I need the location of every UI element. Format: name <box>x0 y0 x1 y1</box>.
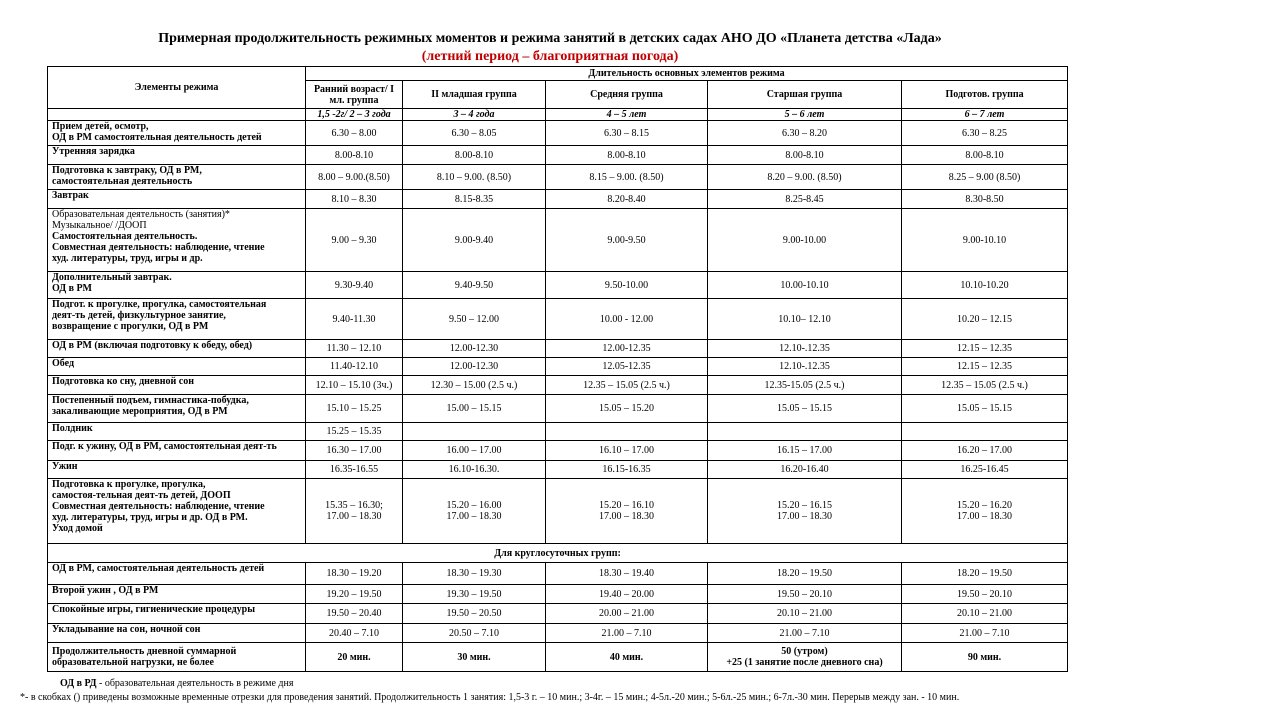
age-header: 4 – 5 лет <box>546 109 708 121</box>
header-row-top <box>48 67 1068 81</box>
row-label-text: ОД в РМ (включая подготовку к обеду, обед) <box>52 340 253 351</box>
group-header: Ранний возраст/ I мл. группа <box>306 81 403 109</box>
time-cell: 8.00-8.10 <box>902 146 1068 165</box>
time-cell: 30 мин. <box>403 643 546 672</box>
row-label <box>48 479 306 544</box>
schedule-row <box>48 165 1068 190</box>
time-cell: 20.10 – 21.00 <box>902 604 1068 624</box>
time-cell: 10.20 – 12.15 <box>902 299 1068 340</box>
row-label <box>48 604 306 624</box>
time-cell: 20.10 – 21.00 <box>708 604 902 624</box>
time-cell: 12.00-12.35 <box>546 340 708 358</box>
time-cell: 8.30-8.50 <box>902 190 1068 209</box>
footnote-durations: *- в скобках () приведены возможные временные отрезки для проведения занятий. Продолжительность 1 занятия: 1,5-3 г. – 10 мин.; 3-4г. – 15 мин.; 4-5л.-20 мин.; 5-6л.-25 мин.; 6-7л.-30 мин. Перерыв между зан. - 10 мин. <box>20 692 960 703</box>
time-cell: 20.00 – 21.00 <box>546 604 708 624</box>
row-label-text: Полдник <box>52 423 93 434</box>
time-cell: 9.50 – 12.00 <box>403 299 546 340</box>
schedule-row <box>48 209 1068 272</box>
time-cell: 15.25 – 15.35 <box>306 423 403 441</box>
schedule-row <box>48 340 1068 358</box>
schedule-row <box>48 299 1068 340</box>
time-cell: 9.00-10.00 <box>708 209 902 272</box>
row-label-text: Прием детей, осмотр, ОД в РМ самостоятельная деятельность детей <box>52 121 262 143</box>
time-cell: 8.25-8.45 <box>708 190 902 209</box>
empty-cell <box>48 109 306 121</box>
time-cell: 20 мин. <box>306 643 403 672</box>
row-label <box>48 441 306 461</box>
row-label-text: Ужин <box>52 461 78 472</box>
time-cell: 12.10-.12.35 <box>708 340 902 358</box>
time-cell: 16.10-16.30. <box>403 461 546 479</box>
schedule-row <box>48 395 1068 423</box>
time-cell: 19.20 – 19.50 <box>306 585 403 604</box>
row-label-text: Подг. к ужину, ОД в РМ, самостоятельная деят-ть <box>52 441 277 452</box>
time-cell: 16.10 – 17.00 <box>546 441 708 461</box>
time-cell: 16.15 – 17.00 <box>708 441 902 461</box>
group-header: Старшая группа <box>708 81 902 109</box>
time-cell: 18.20 – 19.50 <box>708 563 902 585</box>
time-cell: 16.25-16.45 <box>902 461 1068 479</box>
group-header: Средняя группа <box>546 81 708 109</box>
time-cell: 12.10-.12.35 <box>708 358 902 376</box>
time-cell: 8.00-8.10 <box>546 146 708 165</box>
time-cell: 12.15 – 12.35 <box>902 358 1068 376</box>
time-cell: 21.00 – 7.10 <box>546 624 708 643</box>
document-title: Примерная продолжительность режимных моментов и режима занятий в детских садах АНО ДО «Планета детства «Лада» <box>158 31 942 46</box>
time-cell: 8.15-8.35 <box>403 190 546 209</box>
time-cell: 18.20 – 19.50 <box>902 563 1068 585</box>
time-cell <box>403 423 546 441</box>
time-cell: 19.40 – 20.00 <box>546 585 708 604</box>
schedule-row-24h <box>48 563 1068 585</box>
time-cell: 20.50 – 7.10 <box>403 624 546 643</box>
time-cell: 9.00-10.10 <box>902 209 1068 272</box>
time-cell: 18.30 – 19.40 <box>546 563 708 585</box>
document-subtitle: (летний период – благоприятная погода) <box>421 49 679 64</box>
header-row-ages <box>48 109 1068 121</box>
row-label-normal: Образовательная деятельность (занятия)* Музыкальное/ /ДООП <box>52 209 230 231</box>
row-label-text: Подготовка к прогулке, прогулка, самостоя-тельная деят-ть детей, ДООП Совместная деятельность: наблюдение, чтение худ. литературы, труд, игры и др. ОД в РМ. Уход домой <box>52 479 265 534</box>
time-cell: 9.00-9.50 <box>546 209 708 272</box>
time-cell: 12.05-12.35 <box>546 358 708 376</box>
age-header: 5 – 6 лет <box>708 109 902 121</box>
schedule-row <box>48 190 1068 209</box>
time-cell: 15.20 – 16.15 17.00 – 18.30 <box>708 479 902 544</box>
time-cell: 40 мин. <box>546 643 708 672</box>
row-label <box>48 165 306 190</box>
row-label <box>48 624 306 643</box>
time-cell: 6.30 – 8.25 <box>902 121 1068 146</box>
time-cell: 12.35 – 15.05 (2.5 ч.) <box>546 376 708 395</box>
time-cell <box>546 423 708 441</box>
row-label-text: Постепенный подъем, гимнастика-побудка, закаливающие мероприятия, ОД в РМ <box>52 395 249 417</box>
time-cell <box>708 423 902 441</box>
schedule-row <box>48 121 1068 146</box>
row-label <box>48 423 306 441</box>
time-cell: 21.00 – 7.10 <box>708 624 902 643</box>
row-label-text: Укладывание на сон, ночной сон <box>52 624 201 635</box>
time-cell: 9.50-10.00 <box>546 272 708 299</box>
row-label <box>48 461 306 479</box>
time-cell: 8.20 – 9.00. (8.50) <box>708 165 902 190</box>
time-cell: 18.30 – 19.30 <box>403 563 546 585</box>
time-cell: 8.10 – 9.00. (8.50) <box>403 165 546 190</box>
row-label-text: ОД в РМ, самостоятельная деятельность детей <box>52 563 265 574</box>
row-label-text: Подготовка к завтраку, ОД в РМ, самостоятельная деятельность <box>52 165 202 187</box>
time-cell: 15.00 – 15.15 <box>403 395 546 423</box>
section-label: Для круглосуточных групп: <box>48 544 1068 563</box>
time-cell: 6.30 – 8.20 <box>708 121 902 146</box>
row-label <box>48 563 306 585</box>
time-cell: 12.15 – 12.35 <box>902 340 1068 358</box>
time-cell: 20.40 – 7.10 <box>306 624 403 643</box>
time-cell: 9.00-9.40 <box>403 209 546 272</box>
time-cell: 19.30 – 19.50 <box>403 585 546 604</box>
row-label-text: Спокойные игры, гигиенические процедуры <box>52 604 256 615</box>
time-cell: 12.10 – 15.10 (3ч.) <box>306 376 403 395</box>
time-cell: 12.35 – 15.05 (2.5 ч.) <box>902 376 1068 395</box>
schedule-row <box>48 272 1068 299</box>
row-label-text: Утренняя зарядка <box>52 146 135 157</box>
total-load-row <box>48 643 1068 672</box>
footnote-od <box>60 678 293 690</box>
row-label-text: Второй ужин , ОД в РМ <box>52 585 159 596</box>
time-cell: 9.00 – 9.30 <box>306 209 403 272</box>
row-label-text: Дополнительный завтрак. ОД в РМ <box>52 272 172 294</box>
schedule-row <box>48 146 1068 165</box>
schedule-row <box>48 358 1068 376</box>
time-cell: 10.00-10.10 <box>708 272 902 299</box>
row-label <box>48 376 306 395</box>
time-cell: 90 мин. <box>902 643 1068 672</box>
time-cell: 12.00-12.30 <box>403 358 546 376</box>
time-cell: 9.40-11.30 <box>306 299 403 340</box>
time-cell: 15.05 – 15.20 <box>546 395 708 423</box>
schedule-row-24h <box>48 604 1068 624</box>
row-label <box>48 643 306 672</box>
schedule-row <box>48 441 1068 461</box>
age-header: 3 – 4 года <box>403 109 546 121</box>
time-cell: 15.10 – 15.25 <box>306 395 403 423</box>
time-cell: 19.50 – 20.50 <box>403 604 546 624</box>
time-cell: 8.20-8.40 <box>546 190 708 209</box>
time-cell: 19.50 – 20.10 <box>902 585 1068 604</box>
row-label <box>48 121 306 146</box>
time-cell: 8.00-8.10 <box>306 146 403 165</box>
time-cell: 50 (утром) +25 (1 занятие после дневного сна) <box>708 643 902 672</box>
time-cell: 15.20 – 16.10 17.00 – 18.30 <box>546 479 708 544</box>
time-cell: 18.30 – 19.20 <box>306 563 403 585</box>
schedule-row <box>48 461 1068 479</box>
row-label <box>48 146 306 165</box>
time-cell: 19.50 – 20.40 <box>306 604 403 624</box>
schedule-row-24h <box>48 585 1068 604</box>
section-row <box>48 544 1068 563</box>
row-label-text: Обед <box>52 358 75 369</box>
footnote-od-definition: - образовательная деятельность в режиме дня <box>96 678 294 689</box>
row-label <box>48 395 306 423</box>
time-cell: 11.30 – 12.10 <box>306 340 403 358</box>
row-label <box>48 585 306 604</box>
time-cell: 15.05 – 15.15 <box>708 395 902 423</box>
time-cell: 8.00-8.10 <box>403 146 546 165</box>
time-cell: 10.00 - 12.00 <box>546 299 708 340</box>
time-cell: 16.20-16.40 <box>708 461 902 479</box>
row-label <box>48 358 306 376</box>
time-cell: 9.40-9.50 <box>403 272 546 299</box>
group-header: II младшая группа <box>403 81 546 109</box>
schedule-row <box>48 376 1068 395</box>
row-label-text: Завтрак <box>52 190 89 201</box>
row-label <box>48 209 306 272</box>
schedule-row <box>48 423 1068 441</box>
time-cell: 11.40-12.10 <box>306 358 403 376</box>
time-cell: 12.30 – 15.00 (2.5 ч.) <box>403 376 546 395</box>
group-header: Подготов. группа <box>902 81 1068 109</box>
time-cell: 16.35-16.55 <box>306 461 403 479</box>
row-label <box>48 340 306 358</box>
row-label <box>48 299 306 340</box>
time-cell: 21.00 – 7.10 <box>902 624 1068 643</box>
row-label-text: Продолжительность дневной суммарной образовательной нагрузки, не более <box>52 646 237 668</box>
schedule-row <box>48 479 1068 544</box>
time-cell: 16.20 – 17.00 <box>902 441 1068 461</box>
footnote-od-term: ОД в РД <box>60 678 97 689</box>
schedule-row-24h <box>48 624 1068 643</box>
time-cell: 8.15 – 9.00. (8.50) <box>546 165 708 190</box>
schedule-table <box>47 66 1068 672</box>
schedule-table-body <box>48 67 1068 672</box>
time-cell: 6.30 – 8.00 <box>306 121 403 146</box>
time-cell: 15.35 – 16.30; 17.00 – 18.30 <box>306 479 403 544</box>
row-label-text: Подгот. к прогулке, прогулка, самостоятельная деят-ть детей, физкультурное занятие, возвращение с прогулки, ОД в РМ <box>52 299 267 332</box>
row-label <box>48 272 306 299</box>
time-cell: 10.10-10.20 <box>902 272 1068 299</box>
time-cell: 15.20 – 16.00 17.00 – 18.30 <box>403 479 546 544</box>
time-cell: 15.20 – 16.20 17.00 – 18.30 <box>902 479 1068 544</box>
time-cell: 16.15-16.35 <box>546 461 708 479</box>
age-header: 1,5 -2г/ 2 – 3 года <box>306 109 403 121</box>
time-cell: 10.10– 12.10 <box>708 299 902 340</box>
elements-header: Элементы режима <box>48 67 306 109</box>
time-cell: 16.00 – 17.00 <box>403 441 546 461</box>
time-cell: 9.30-9.40 <box>306 272 403 299</box>
row-label <box>48 190 306 209</box>
time-cell: 8.25 – 9.00 (8.50) <box>902 165 1068 190</box>
time-cell <box>902 423 1068 441</box>
time-cell: 8.00-8.10 <box>708 146 902 165</box>
row-label-text: Самостоятельная деятельность. Совместная деятельность: наблюдение, чтение худ. литературы, труд, игры и др. <box>52 231 265 264</box>
time-cell: 12.00-12.30 <box>403 340 546 358</box>
duration-header: Длительность основных элементов режима <box>306 67 1068 81</box>
time-cell: 19.50 – 20.10 <box>708 585 902 604</box>
time-cell: 12.35-15.05 (2.5 ч.) <box>708 376 902 395</box>
time-cell: 6.30 – 8.15 <box>546 121 708 146</box>
row-label-text: Подготовка ко сну, дневной сон <box>52 376 194 387</box>
time-cell: 15.05 – 15.15 <box>902 395 1068 423</box>
time-cell: 16.30 – 17.00 <box>306 441 403 461</box>
time-cell: 8.00 – 9.00.(8.50) <box>306 165 403 190</box>
age-header: 6 – 7 лет <box>902 109 1068 121</box>
time-cell: 6.30 – 8.05 <box>403 121 546 146</box>
time-cell: 8.10 – 8.30 <box>306 190 403 209</box>
